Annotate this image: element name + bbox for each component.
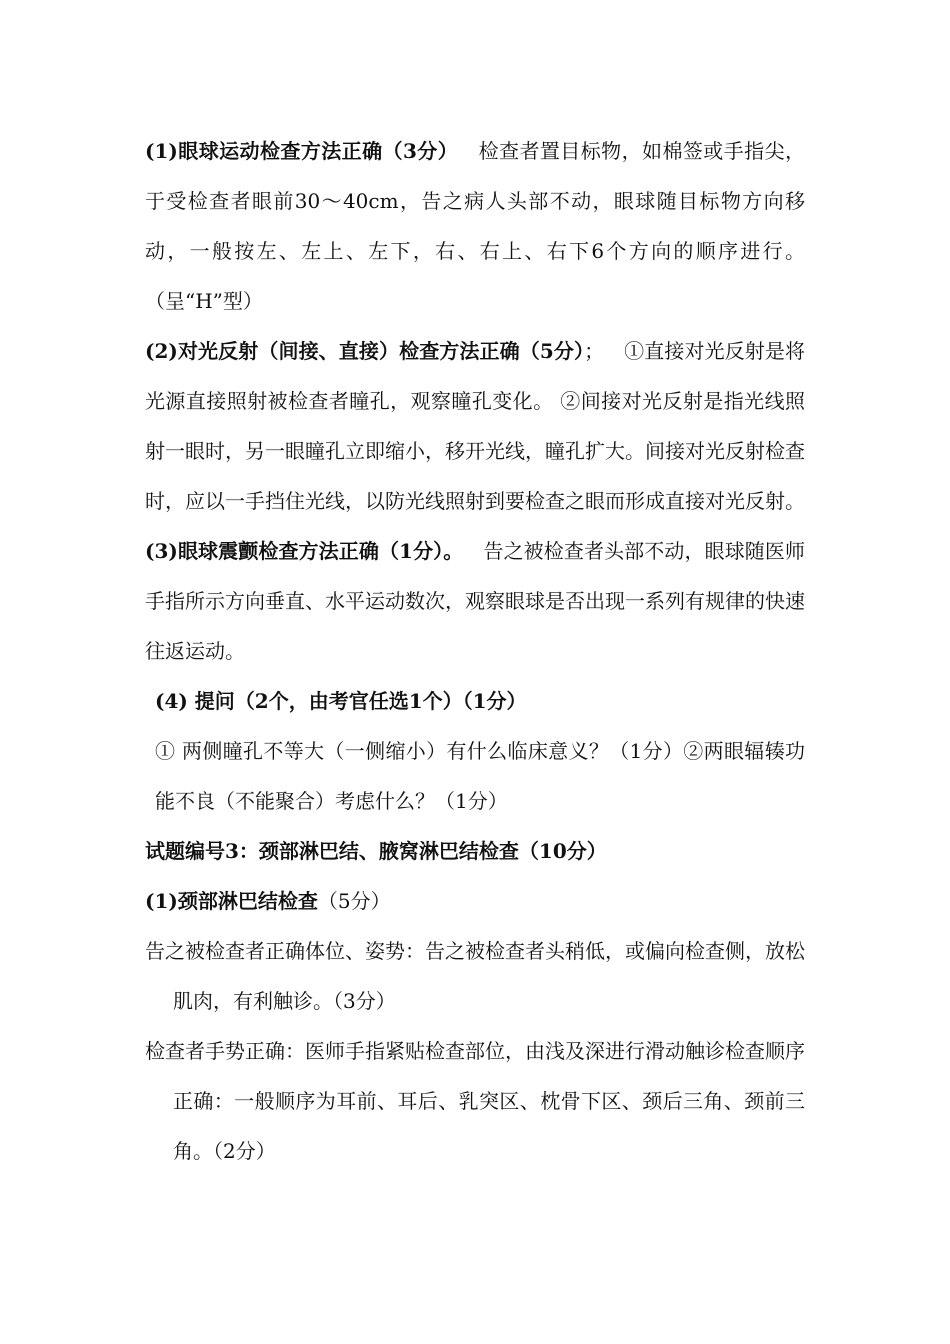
text-eye-movement: 检查者置目标物，如棉签或手指尖，于受检查者眼前30～40cm，告之病人头部不动，眼球随目标物方向移动，一般按左、左上、左下，右、右上、右下6个方向的顺序进行。（呈“H”型） (145, 139, 806, 313)
separator-light-reflex: ； (584, 339, 605, 363)
heading-questions: (4) 提问（2个，由考官任选1个）（1分） (155, 689, 527, 713)
paragraph-question-items (145, 726, 805, 826)
heading-light-reflex: (2)对光反射（间接、直接）检查方法正确（5分） (145, 339, 585, 363)
heading-eye-movement: (1)眼球运动检查方法正确（3分） (145, 139, 459, 163)
paragraph-exam-title (145, 826, 805, 876)
heading-neck-lymph: (1)颈部淋巴结检查 (145, 889, 318, 913)
text-question-items: ① 两侧瞳孔不等大（一侧缩小）有什么临床意义？（1分）②两眼辐辏功能不良（不能聚合）考虑什么？（1分） (155, 739, 805, 813)
paragraph-position (145, 926, 805, 1026)
text-position: 告之被检查者正确体位、姿势：告之被检查者头稍低，或偏向检查侧，放松肌肉，有利触诊。（3分） (145, 939, 805, 1013)
text-nystagmus: 告之被检查者头部不动，眼球随医师手指所示方向垂直、水平运动数次，观察眼球是否出现一系列有规律的快速往返运动。 (145, 539, 805, 663)
heading-exam-title: 试题编号3：颈部淋巴结、腋窝淋巴结检查（10分） (145, 839, 607, 863)
paragraph-light-reflex (145, 326, 805, 526)
text-technique: 检查者手势正确：医师手指紧贴检查部位，由浅及深进行滑动触诊检查顺序正确：一般顺序为耳前、耳后、乳突区、枕骨下区、颈后三角、颈前三角。（2分） (145, 1039, 805, 1163)
text-light-reflex: ①直接对光反射是将光源直接照射被检查者瞳孔，观察瞳孔变化。 ②间接对光反射是指光线照射一眼时，另一眼瞳孔立即缩小，移开光线，瞳孔扩大。间接对光反射检查时，应以一手挡住光线，以防光线照射到要检查之眼而形成直接对光反射。 (145, 339, 806, 513)
paragraph-eye-movement (145, 126, 805, 326)
paragraph-neck-lymph (145, 876, 805, 926)
paragraph-questions (145, 676, 805, 726)
heading-nystagmus: (3)眼球震颤检查方法正确（1分）。 (145, 539, 464, 563)
paragraph-technique (145, 1026, 805, 1176)
document-body (145, 126, 805, 1176)
paragraph-nystagmus (145, 526, 805, 676)
score-neck-lymph: （5分） (317, 889, 391, 913)
